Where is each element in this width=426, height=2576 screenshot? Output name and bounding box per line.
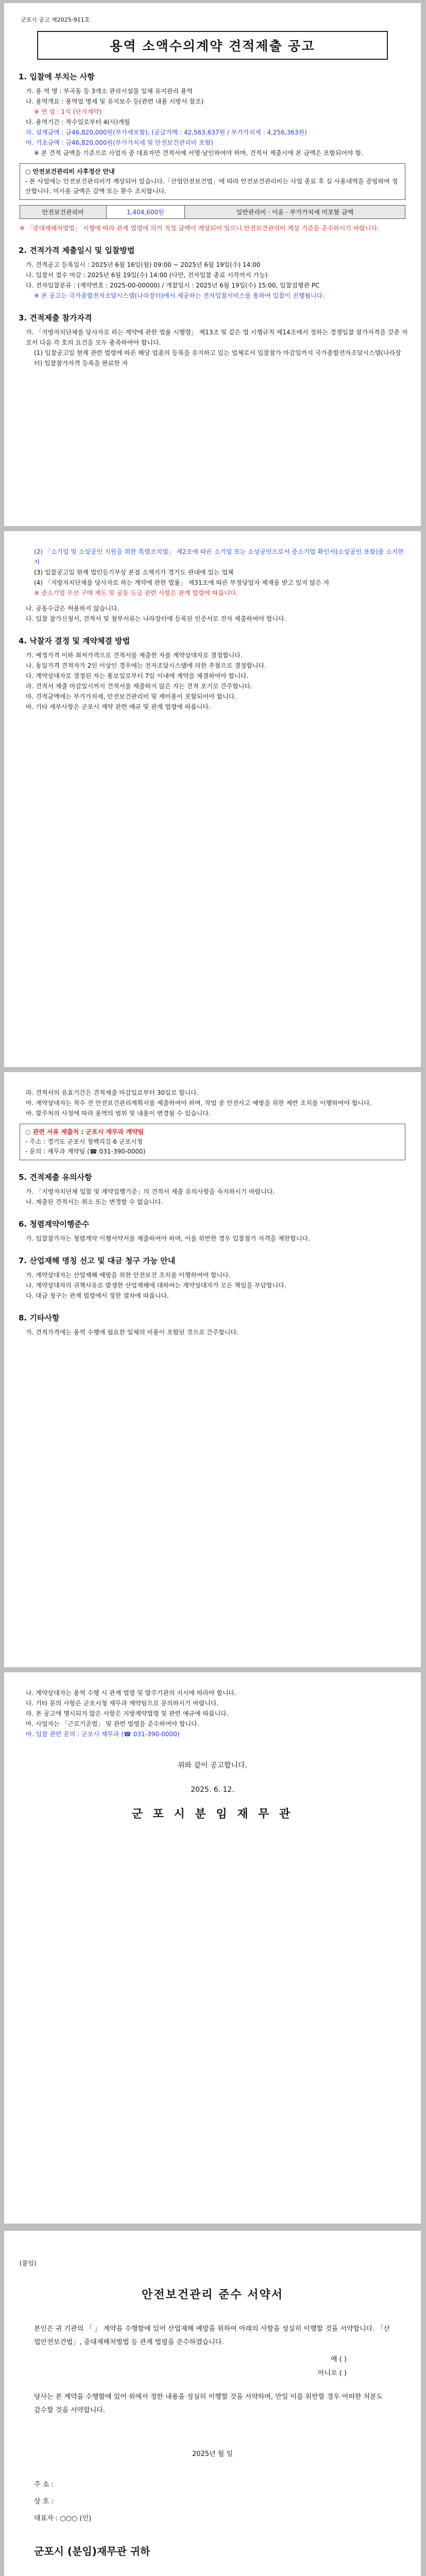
attachment-label: (붙임)	[20, 2260, 37, 2267]
section-1-heading: 1. 입찰에 부치는 사항	[19, 72, 95, 81]
s4-line-2: 나. 동일가격 견적자가 2인 이상인 경우에는 전자조달시스템에 의한 추첨으로 결정합니다.	[26, 662, 266, 669]
s1-line-4: 라. 설계금액 : 금46,820,000원(부가세포함), (공급가액 : 42,563,637원 / 부가가치세 : 4,256,363원)	[26, 129, 307, 136]
closing-sentence: 위와 같이 공고합니다.	[177, 1761, 248, 1770]
s8-line-1: 가. 견적가격에는 용역 수행에 필요한 일체의 비용이 포함된 것으로 간주합니다.	[26, 1329, 238, 1336]
pledge-body: 본인은 귀 기관의 「 」 계약을 수행함에 있어 산업재해 예방을 위하여 아래의 사항을 성실히 이행할 것을 서약합니다. 「산업안전보건법」, 중대재해처벌법 등 관계 법령을 준수하겠습니다.	[34, 2325, 390, 2346]
page-2	[4, 531, 421, 1067]
submission-box	[20, 1124, 405, 1160]
section-7-heading: 7. 산업재해 명칭 선고 및 대금 청구 가능 안내	[19, 1256, 176, 1265]
pledge-date: 2025년 월 일	[192, 2450, 233, 2458]
page-3	[4, 1072, 421, 1667]
field-address: 주 소 :	[34, 2481, 54, 2488]
section-3-heading: 3. 견적제출 참가자격	[19, 313, 92, 323]
s1-line-5b: ※ 본 견적 금액을 기준으로 사업자 중 대표자만 견적서에 서명·날인하여야 하며, 견적서 제출시에 본 금액은 포함되어야 함.	[34, 149, 363, 157]
submission-box-header: ○ 관련 서류 제출처 : 군포시 재무과 계약팀	[25, 1128, 144, 1136]
s2-line-1: 가. 견적공고 등록일시 : 2025년 6월 16일(월) 09:00 ~ 2025년 6월 19일(수) 14:00	[26, 261, 261, 268]
table1-amount: 1,404,600원	[106, 206, 184, 219]
p3-line-2: 마. 계약상대자는 착수 전 안전보건관리계획서를 제출하여야 하며, 작업 중 안전사고 예방을 위한 제반 조치를 이행하여야 합니다.	[26, 1099, 372, 1107]
section-2-heading: 2. 견적가격 제출일시 및 입찰방법	[19, 246, 135, 255]
field-company: 상 호 :	[34, 2498, 54, 2505]
safety-box-text: - 본 사업에는 안전보건관리비가 계상되어 있습니다.「산업안전보건법」에 따라 안전보건관리비는 사업 종료 후 실 사용내역을 증빙하여 정산합니다. 미사용 금액은 감액 또는 환수 조치합니다.	[25, 178, 398, 195]
s3-line-2: (1) 입찰공고일 현재 관련 법령에 따른 해당 업종의 등록을 유지하고 있는 업체로서 입찰참가 마감일까지 국가종합전자조달시스템(나라장터) 입찰참가자격 등록을 완료한 자	[34, 349, 401, 367]
s7-line-3: 다. 대금 청구는 관계 법령에서 정한 절차에 따릅니다.	[26, 1292, 169, 1299]
s5-line-1: 가. 「지방자치단체 입찰 및 계약집행기준」의 견적서 제출 유의사항을 숙지하시기 바랍니다.	[26, 1188, 275, 1195]
safety-cost-box	[20, 163, 405, 200]
p2-line-1: (2) 「소기업 및 소상공인 지원을 위한 특별조치법」 제2조에 따른 소기업 또는 소상공인으로서 중소기업 확인서(소상공인 포함)를 소지한 자	[34, 548, 404, 566]
section-4-heading: 4. 낙찰자 결정 및 계약체결 방법	[19, 636, 130, 646]
p4-line-5: 바. 입찰 관련 문의 : 군포시 재무과 (☎ 031-390-0000)	[26, 1731, 180, 1738]
closing-date: 2025. 6. 12.	[191, 1786, 234, 1794]
pledge-yes: 예 ( )	[331, 2355, 347, 2363]
p2-line-2: (3) 입찰공고일 현재 법인등기부상 본점 소재지가 경기도 관내에 있는 업체	[34, 569, 234, 576]
notice-number: 군포시 공고 제2025-911호	[21, 16, 90, 23]
p4-line-2: 다. 기타 문의 사항은 군포시청 재무과 계약팀으로 문의하시기 바랍니다.	[26, 1700, 219, 1707]
s3-line-1: 가. 「지방자치단체를 당사자로 하는 계약에 관한 법률 시행령」 제13조 및 같은 법 시행규칙 제14조에서 정하는 경쟁입찰 참가자격을 갖춘 자로서 다음 각 호의 요건을 모두 충족하여야 합니다.	[26, 329, 408, 346]
p4-line-1: 나. 계약상대자는 용역 수행 시 관계 법령 및 발주기관의 지시에 따라야 합니다.	[26, 1689, 236, 1697]
s4-line-4: 라. 견적서 제출 마감일시까지 견적서를 제출하지 않은 자는 견적 포기로 간주합니다.	[26, 683, 252, 690]
safety-box-header: ○ 안전보건관리비 사후정산 안내	[25, 168, 115, 175]
s7-line-2: 나. 계약상대자의 귀책사유로 발생한 산업재해에 대하여는 계약상대자가 모든 책임을 부담합니다.	[26, 1282, 286, 1289]
p3-line-3: 바. 발주처의 사정에 따라 용역의 범위 및 내용이 변경될 수 있습니다.	[26, 1110, 211, 1117]
s1-line-5: 마. 기초금액 : 금46,820,000원(부가가치세 및 안전보건관리비 포함)	[26, 139, 213, 146]
table1-footnote: ※ 「중대재해처벌법」 시행에 따라 관계 법령에 의거 적정 금액이 계상되어 있으니 안전보건관리비 계상 기준을 준수하시기 바랍니다.	[20, 225, 379, 232]
submission-box-line-1: - 주소 : 경기도 군포시 청백리길 6 군포시청	[25, 1138, 143, 1145]
s1-line-2b: ※ 연 설 : 1식 (단가계약)	[34, 108, 102, 115]
s2-line-2: 나. 입찰서 접수 마감 : 2025년 6월 19일(수) 14:00 (다만, 전자입찰 종료 시각까지 가능)	[26, 272, 268, 279]
s4-line-5: 마. 견적금액에는 부가가치세, 안전보건관리비 및 제비용이 포함되어야 합니다.	[26, 693, 237, 700]
table1-note: 일반관리비 · 이윤 · 부가가치세 미포함 금액	[184, 206, 405, 219]
pledge-recipient: 군포시 (분임)재무관 귀하	[34, 2545, 150, 2557]
s4-line-1: 가. 예정가격 이하 최저가격으로 견적서를 제출한 자를 계약상대자로 결정합니다.	[26, 652, 243, 659]
p2-note-1: ※ 중소기업 우선 구매 제도 및 공동 도급 관련 사항은 관계 법령에 따릅니다.	[34, 589, 238, 597]
page-5	[4, 2231, 421, 2576]
s2-line-4: ※ 본 공고는 국가종합전자조달시스템(나라장터)에서 제공하는 전자입찰서비스를 통하여 입찰이 진행됩니다.	[34, 292, 325, 299]
section-5-heading: 5. 견적제출 유의사항	[19, 1173, 92, 1182]
pledge-no: 아니오 ( )	[317, 2369, 347, 2377]
p2-line-4: 나. 공동수급은 허용하지 않습니다.	[26, 605, 120, 612]
p2-line-5: 다. 입찰 참가신청서, 견적서 및 첨부서류는 나라장터에 등록된 인증서로 전자 제출하여야 합니다.	[26, 615, 286, 622]
section-8-heading: 8. 기타사항	[19, 1313, 60, 1323]
s6-line-1: 가. 입찰참가자는 청렴계약 이행서약서를 제출하여야 하며, 이를 위반한 경우 입찰참가 자격을 제한합니다.	[26, 1235, 310, 1242]
submission-box-line-2: - 문의 : 재무과 계약팀 (☎ 031-390-0000)	[25, 1148, 146, 1155]
page-1	[4, 3, 421, 526]
pledge-title: 안전보건관리 준수 서약서	[141, 2289, 284, 2301]
p2-line-3: (4) 「지방자치단체를 당사자로 하는 계약에 관한 법률」 제31조에 따른 부정당업자 제재를 받고 있지 않은 자	[34, 579, 330, 586]
s7-line-1: 가. 계약상대자는 산업재해 예방을 위한 안전보건 조치를 이행하여야 합니다.	[26, 1272, 231, 1279]
p3-line-1: 라. 견적서의 유효기간은 견적제출 마감일로부터 30일로 합니다.	[26, 1089, 199, 1096]
field-representative: 대표자 : ○○○ (인)	[34, 2515, 92, 2522]
p4-line-3: 라. 본 공고에 명시되지 않은 사항은 지방계약법령 및 관련 예규에 따릅니다.	[26, 1710, 229, 1717]
s1-line-3: 다. 용역기간 : 착수일로부터 4(사)개월	[26, 118, 130, 126]
table1-label: 안전보건관리비	[20, 206, 107, 219]
pledge-body-2: 당사는 본 계약을 수행함에 있어 위에서 정한 내용을 성실히 이행할 것을 서약하며, 만일 이를 위반할 경우 어떠한 처분도 감수할 것을 서약합니다.	[34, 2393, 383, 2414]
s1-line-2: 나. 용역개요 : 용역업 명세 및 유지보수 등(관련 내용 시방서 참조)	[26, 98, 204, 105]
p4-line-4: 마. 사업자는 「근로기준법」 및 관련 법령을 준수하여야 합니다.	[26, 1720, 199, 1727]
s2-line-3: 다. 전자입찰분류 : (계약번호 : 2025-00-00000) / 개찰일시 : 2025년 6월 19일(수) 15:00, 입찰집행관 PC	[26, 282, 320, 289]
closing-organization: 군 포 시 분 임 재 무 관	[131, 1808, 294, 1821]
s4-line-6: 바. 기타 세부사항은 군포시 계약 관련 예규 및 관계 법령에 따릅니다.	[26, 703, 211, 710]
section-6-heading: 6. 청렴계약이행준수	[19, 1219, 90, 1229]
s5-line-2: 나. 제출된 견적서는 취소 또는 변경할 수 없습니다.	[26, 1198, 163, 1206]
safety-cost-table	[20, 205, 405, 219]
notice-title: 용역 소액수의계약 견적제출 공고	[37, 31, 388, 60]
s4-line-3: 다. 계약상대자로 결정된 자는 통보일로부터 7일 이내에 계약을 체결하여야 합니다.	[26, 672, 249, 680]
s1-line-1: 가. 용 역 명 : 부곡동 등 3개소 관리시설물 일체 유지관리 용역	[26, 88, 193, 95]
page-4	[4, 1672, 421, 2224]
